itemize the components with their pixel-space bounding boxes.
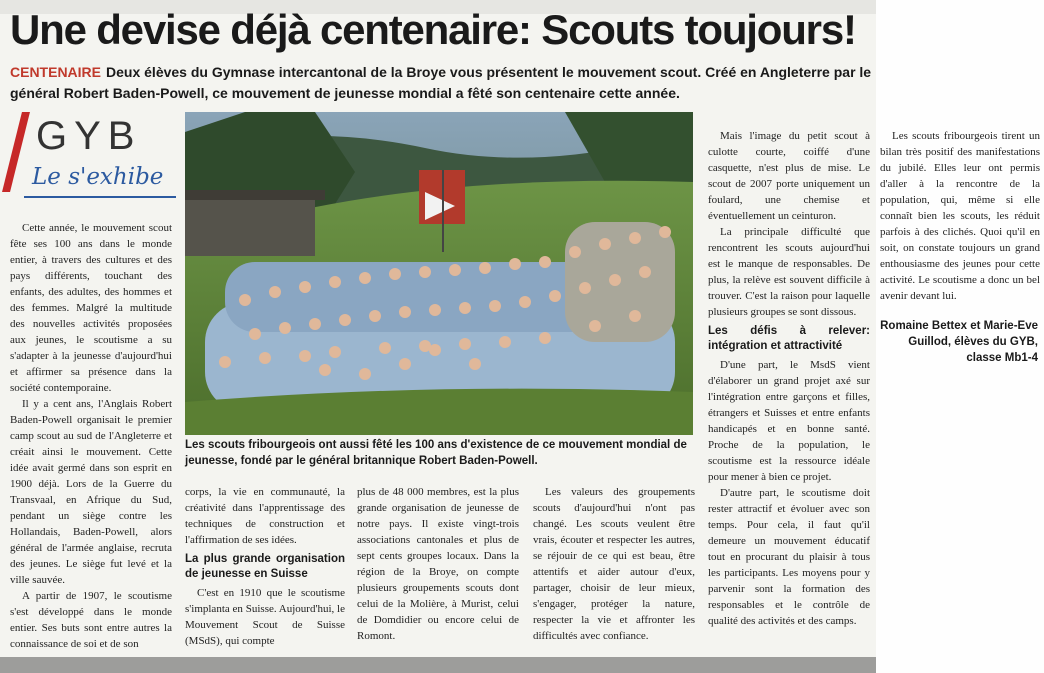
- col5-paragraph-3: D'une part, le MsdS vient d'élaborer un grand projet axé sur l'intégration entre garçons et filles, étrangers et Suisses et entre enfants handicapés et en bonne santé. Proche de la population, le scoutisme est la ressource idéale pour mener à bien ce projet.: [708, 359, 870, 483]
- deck-text: Deux élèves du Gymnase intercantonal de la Broye vous présentent le mouvement scout. Créé en Angleterre par le général Robert Baden-Powell, ce mouvement de jeunesse mondial a fêté son centenaire cette année.: [10, 64, 872, 101]
- article-column-4: [533, 484, 695, 644]
- gyb-rubric-logo: [10, 112, 170, 200]
- rubric-underline: [24, 196, 176, 198]
- article-headline: Une devise déjà centenaire: Scouts toujours!: [10, 6, 856, 53]
- article-deck: [10, 62, 876, 104]
- deck-kicker: CENTENAIRE: [10, 64, 102, 80]
- col3-paragraph-1: plus de 48 000 membres, est la plus grande organisation de jeunesse de notre pays. Il existe vingt-trois associations cantonales et plus de sept cents groupes locaux. Dans la région de la Broye, on compte plusieurs groupements scouts dont celui de la Molière, à Murist, celui de Domdidier ou encore celui de Romont.: [357, 486, 519, 642]
- photo-caption: Les scouts fribourgeois ont aussi fêté les 100 ans d'existence de ce mouvement mondial de jeunesse, fondé par le général britannique Robert Baden-Powell.: [185, 439, 687, 467]
- col1-paragraph-1: Cette année, le mouvement scout fête ses 100 ans dans le monde entier, à travers des cultures et des pays différents, touchant des enfants, des adultes, des hommes et des femmes. Malgré la multitude des nouvelles activités proposées aux jeunes, le scoutisme a su s'adapter à la jeunesse d'aujourd'hui et affirmer sa présence dans la société contemporaine.: [10, 222, 172, 394]
- col2-subheading: La plus grande organisation de jeunesse en Suisse: [185, 553, 345, 580]
- rubric-tagline: Le s'exhibe: [32, 164, 164, 190]
- col1-paragraph-2: Il y a cent ans, l'Anglais Robert Baden-Powell organisait le premier camp scout au sud de l'Angleterre et créait ainsi le mouvement. Cette idée avait germé dans son esprit en 1900 déjà. Lors de la Guerre du Transvaal, en Afrique du Sud, pendant un siège contre les Hollandais, Baden-Powell, alors général de l'armée anglaise, recruta des jeunes. Le siège fut levé et la ville sauvée.: [10, 398, 172, 586]
- col5-paragraph-4: D'autre part, le scoutisme doit rester attractif et évoluer avec son temps. Pour cela, il faut qu'il demeure un mouvement éducatif tout en procurant du plaisir à tous les participants. Les moyens pour y parvenir sont la formation des responsables et le contrôle de qualité des activités et des camps.: [708, 487, 870, 627]
- article-column-5: [708, 128, 870, 629]
- col4-paragraph-1: Les valeurs des groupements scouts d'aujourd'hui n'ont pas changé. Les scouts veulent être vrais, écouter et respecter les autres, se réjouir de ce qui est beau, être attentifs et aider autour d'eux, partager, choisir de leur mieux, s'engager, protéger la nature, respecter la vie et affronter les difficultés avec confiance.: [533, 486, 695, 642]
- rubric-school-name: GYB: [36, 114, 142, 158]
- article-column-1: [10, 220, 172, 652]
- col2-paragraph-1: corps, la vie en communauté, la créativité dans l'apprentissage des techniques de construction et l'affirmation de ses idées.: [185, 486, 345, 546]
- col1-paragraph-3: A partir de 1907, le scoutisme s'est développé dans le monde entier. Ses buts sont entre autres la connaissance de soi et de son: [10, 590, 172, 650]
- scout-group-photo: [185, 112, 693, 435]
- col5-paragraph-2: La principale difficulté que rencontrent les scouts aujourd'hui est le manque de responsables. De plus, la relève est souvent difficile à trouver. C'est la raison pour laquelle plusieurs groupes se sont dissous.: [708, 226, 870, 318]
- article-byline: Romaine Bettex et Marie-Eve Guillod, élèves du GYB, classe Mb1-4: [880, 320, 1038, 364]
- col2-paragraph-2: C'est en 1910 que le scoutisme s'implanta en Suisse. Aujourd'hui, le Mouvement Scout de Suisse (MSdS), qui compte: [185, 587, 345, 647]
- col6-paragraph-1: Les scouts fribourgeois tirent un bilan très positif des manifestations du jubilé. Elles leur ont permis d'aller à la rencontre de la population, qui, même si elle connaît bien les scouts, les réduit parfois à des clichés. Quoi qu'il en soit, on constate toujours un grand enthousiasme des jeunes pour cette activité. Le scoutisme a donc un bel avenir devant lui.: [880, 130, 1040, 302]
- article-column-3: [357, 484, 519, 644]
- rubric-red-bar: [2, 112, 30, 192]
- article-column-2: [185, 484, 345, 649]
- col5-subheading: Les défis à relever: intégration et attractivité: [708, 325, 870, 352]
- photo-illustration: [185, 112, 693, 435]
- col5-paragraph-1: Mais l'image du petit scout à culotte courte, coiffé d'une casquette, n'est plus de mise. Le scout de 2007 porte uniquement un foulard, une chemise et éventuellement un ceinturon.: [708, 130, 870, 222]
- page-footer-band: [0, 657, 876, 673]
- article-column-6: [880, 128, 1040, 304]
